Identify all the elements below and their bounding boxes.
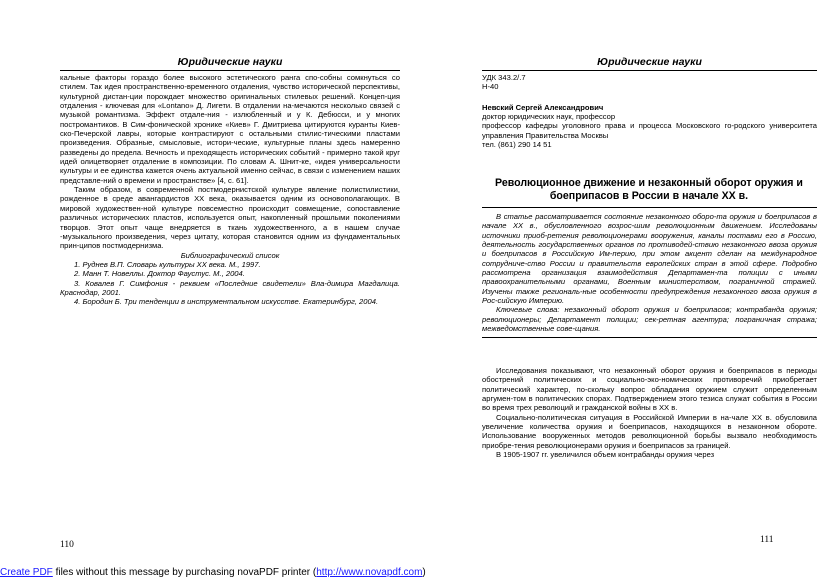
bibliography-item: 2. Манн Т. Новеллы. Доктор Фаустус. М., 2004. [74,269,245,279]
article-body [482,366,817,459]
create-pdf-link[interactable]: Create PDF [0,567,53,578]
author-phone: тел. (861) 290 14 51 [482,140,552,150]
abstract-text: В статье рассматривается состояние незаконного оборо-та оружия и боеприпасов в начале XX в., обусловленного возрос-шим революционным движением. Исследованы источники приоб-ретения революционерами вооружения, каналы поставки его в Россию, деятельность государственных органов по противодей-ствию незаконного ввоза оружия и боеприпасов в Российскую Им-перию, при этом акцент сделан на международное сотрудниче-ство России и правительств европейских стран в этой сфере. Подробно рассмотрена организация взаимодействия Департамен-та полиции с иными правоохранительными органами, Военным министерством, пограничной стражей. Изучены также региональ-ные особенности предупреждения незаконного ввоза оружия в Рос-сийскую Империю. [482,212,817,306]
author-position: профессор кафедры уголовного права и процесса Московского го-родского университета управления Правительства Москвы [482,121,817,140]
udc-code: УДК 343.2/.7 [482,73,526,82]
bibliography-item: 1. Руднев В.П. Словарь культуры XX века. М., 1997. [74,259,261,269]
paragraph: В 1905-1907 гг. увеличился объем контрабанды оружия через [496,450,715,460]
article-meta [482,73,817,149]
bibliography-title: Библиографический список [180,250,280,260]
running-head: Юридические науки [177,56,283,68]
bibliography-item: 3. Ковалев Г. Симфония - реквием «Последние свидетели» Вла-димира Магдалица. Краснодар, 2001. [60,278,400,297]
watermark-text: files without this message by purchasing novaPDF printer ( [52,567,317,578]
page-number: 111 [760,535,774,545]
header-rule [60,70,400,71]
author-degree: доктор юридических наук, профессор [482,112,616,122]
running-head: Юридические науки [597,56,702,68]
paragraph: Таким образом, в современной постмодернистской культуре явление полистилистики, рожденное в среде авангардистов XX века, оказывается одним из основополагающих. В мировой художествен-ной культуре повсеместно происходит совмещение, сопоставление различных исторических пластов, используется опыт, накопленный прошлыми поколениями творцов. Этот опыт чаще внедряется в ткань художественного, а в нашем случае -музыкального произведения, через цитату, которая становится одним из фундаментальных прин-ципов постмодернизма. [60,185,400,251]
pdf-watermark-bar [0,565,820,580]
watermark-text-end: ) [422,567,426,578]
author-name: Невский Сергей Александрович [482,102,604,112]
bibliography-item: 4. Бородин Б. Три тенденции в инструментальном искусстве. Екатеринбург, 2004. [74,297,379,307]
left-page [0,0,410,565]
paragraph: Исследования показывают, что незаконный оборот оружия и боеприпасов в периоды обострений политических и социально-эко-номических противоречий приобретает политический характер, по-скольку вопрос обладания оружием служит определенным аргумен-том в политических спорах. Подтверждением этого тезиса служат события в России во время трех революций и гражданской войны в XX в. [482,366,817,413]
continuation-paragraph: кальные факторы гораздо более высокого эстетического ранга спо-собны сомкнуться со стилем. Так идея пространственно-временного отдаления, чувство исторической перспективы, культурной дистан-ции порождает множество оригинальных стилевых решений. Концеп-ция отдаления - ключевая для «Lontano» Д. Лигети. В отдалении на-мечаются несколько связей с музыкой романтизма. Эффект отдале-ния - излюбленный и у К. Дебюсси, и у многих постромантиков. В Сим-фонической хронике «Киев» Г. Дмитриева цитируются куранты Киев-ско-Печерской лавры, которые контрастируют с остальными стилис-тическими пластами произведения. Образные, смысловые, истори-ческие, культурные планы здесь намеренно разведены до предела. Вечность и преходящесть исторических событий - примерно такой круг идей олицетворяет отдаление в композиции. По словам А. Шнит-ке, «идея универсальности культуры и ее единства кажется очень актуальной именно сейчас, в связи с изменением наших представле-ний о времени и пространстве» [4, с. 61]. [60,73,400,185]
header-rule [482,70,817,71]
page-number: 110 [60,540,74,550]
paragraph: Социально-политическая ситуация в Российской Империи в на-чале XX в. обусловила увеличение количества оружия и боеприпасов, находящихся в незаконном обороте. Использование вооруженных методов революционной борьбы вызвало необходимость приобре-тения революционерами оружия и боеприпасов за границей. [482,412,817,450]
right-page [410,0,820,565]
novapdf-link[interactable]: http://www.novapdf.com [316,567,423,578]
article-title: Революционное движение и незаконный оборот оружия и боеприпасов в России в начале XX в. [495,177,803,202]
keywords-text: Ключевые слова: незаконный оборот оружия и боеприпасов; контрабанда оружия; революционеры; Департамент полиции; сек-ретная агентура; пограничная стража; межведомственные сове-щания. [482,305,817,334]
abstract-block [482,207,817,338]
bbk-code: Н-40 [482,82,499,92]
left-page-text [60,73,400,307]
